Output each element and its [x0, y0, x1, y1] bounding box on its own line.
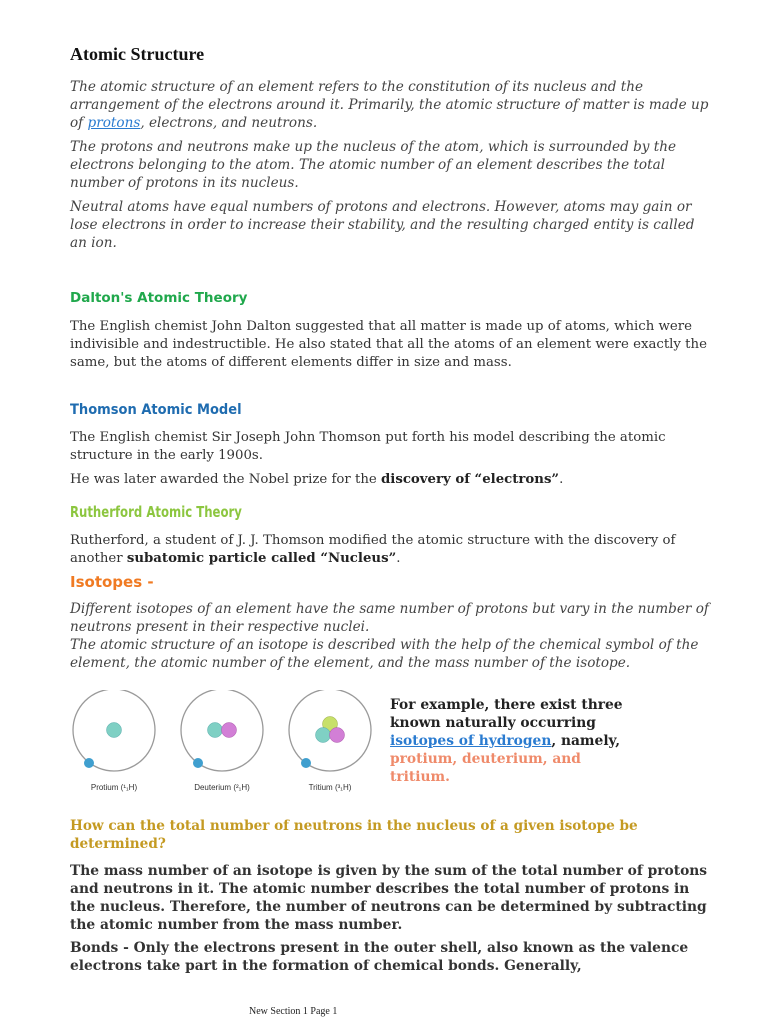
tritium-neutron — [330, 728, 345, 743]
dalton-heading: Dalton's Atomic Theory — [70, 290, 248, 306]
thomson-heading: Thomson Atomic Model — [70, 402, 242, 418]
deuterium-label: Deuterium (²₁H) — [194, 783, 250, 792]
protium-electron — [84, 758, 94, 768]
intro-text: The atomic structure of an element refers to the constitution of its nucleus and the arrangement of the electrons around it. Primarily, the atomic structure of matter is made up of — [70, 79, 709, 131]
isotope-names: protium, deuterium, and tritium. — [390, 751, 581, 785]
nobel-text: He was later awarded the Nobel prize for the — [70, 472, 381, 487]
rutherford-heading: Rutherford Atomic Theory — [70, 503, 242, 521]
rutherford-text: Rutherford, a student of J. J. Thomson modified the atomic structure with the discovery of another — [70, 533, 676, 566]
tritium-electron — [301, 758, 311, 768]
bonds-paragraph: Bonds - Only the electrons present in the outer shell, also known as the valence electrons take part in the formation of chemical bonds. Generally, — [70, 940, 689, 974]
intro-paragraph-1 — [70, 78, 710, 132]
dalton-paragraph: The English chemist John Dalton suggested that all matter is made up of atoms, which were indivisible and indestructible. He also stated that all the atoms of an element were exactly the same, but the atoms of different elements differ in size and mass. — [70, 319, 707, 370]
deuterium-atom — [181, 690, 263, 792]
neutron-answer: The mass number of an isotope is given by the sum of the total number of protons and neutrons in it. The atomic number describes the total number of protons in the nucleus. Therefore, the number of neutrons can be determined by subtracting the atomic number from the mass number. — [70, 863, 708, 933]
protium-label: Protium (¹₁H) — [90, 783, 138, 792]
nobel-text-end: . — [559, 472, 564, 487]
intro-paragraph-2: The protons and neutrons make up the nucleus of the atom, which is surrounded by the electrons belonging to the atom. The atomic number of an element describes the total number of protons in its nucleus. — [70, 139, 677, 191]
protium-proton — [107, 723, 122, 738]
thomson-nobel-paragraph — [70, 471, 715, 489]
rutherford-text-end: . — [396, 551, 401, 566]
isotopes-of-hydrogen-link[interactable]: isotopes of hydrogen — [390, 733, 552, 749]
neutron-question: How can the total number of neutrons in the nucleus of a given isotope be determined? — [70, 818, 638, 852]
tritium-atom — [289, 690, 371, 792]
tritium-proton — [316, 728, 331, 743]
deuterium-proton — [208, 723, 223, 738]
example-text: For example, there exist three known naturally occurring — [390, 697, 623, 731]
rutherford-bold-text: subatomic particle called “Nucleus” — [126, 551, 397, 566]
rutherford-paragraph — [70, 532, 715, 568]
protium-atom — [73, 690, 155, 792]
intro-paragraph-3: Neutral atoms have equal numbers of protons and electrons. However, atoms may gain or lose electrons in order to increase their stability, and the resulting charged entity is called an ion. — [70, 199, 695, 251]
isotopes-paragraph-1: Different isotopes of an element have the same number of protons but vary in the number of neutrons present in their respective nuclei. — [70, 601, 709, 635]
intro-text-end: , electrons, and neutrons. — [140, 115, 318, 131]
isotopes-paragraph-2: The atomic structure of an isotope is described with the help of the chemical symbol of the element, the atomic number of the element, and the mass number of the isotope. — [70, 637, 699, 671]
nobel-bold-text: discovery of “electrons” — [380, 472, 560, 487]
protons-link[interactable]: protons — [87, 115, 141, 131]
thomson-paragraph: The English chemist Sir Joseph John Thomson put forth his model describing the atomic structure in the early 1900s. — [70, 430, 666, 463]
isotopes-heading: Isotopes - — [70, 573, 154, 591]
example-middle-text: , namely, — [551, 733, 621, 749]
tritium-label: Tritium (³₁H) — [308, 783, 352, 792]
hydrogen-example — [390, 696, 630, 786]
deuterium-electron — [193, 758, 203, 768]
hydrogen-isotopes-diagram — [70, 690, 380, 795]
page-title: Atomic Structure — [70, 44, 205, 64]
page-footer: New Section 1 Page 1 — [249, 1006, 338, 1017]
deuterium-neutron — [222, 723, 237, 738]
